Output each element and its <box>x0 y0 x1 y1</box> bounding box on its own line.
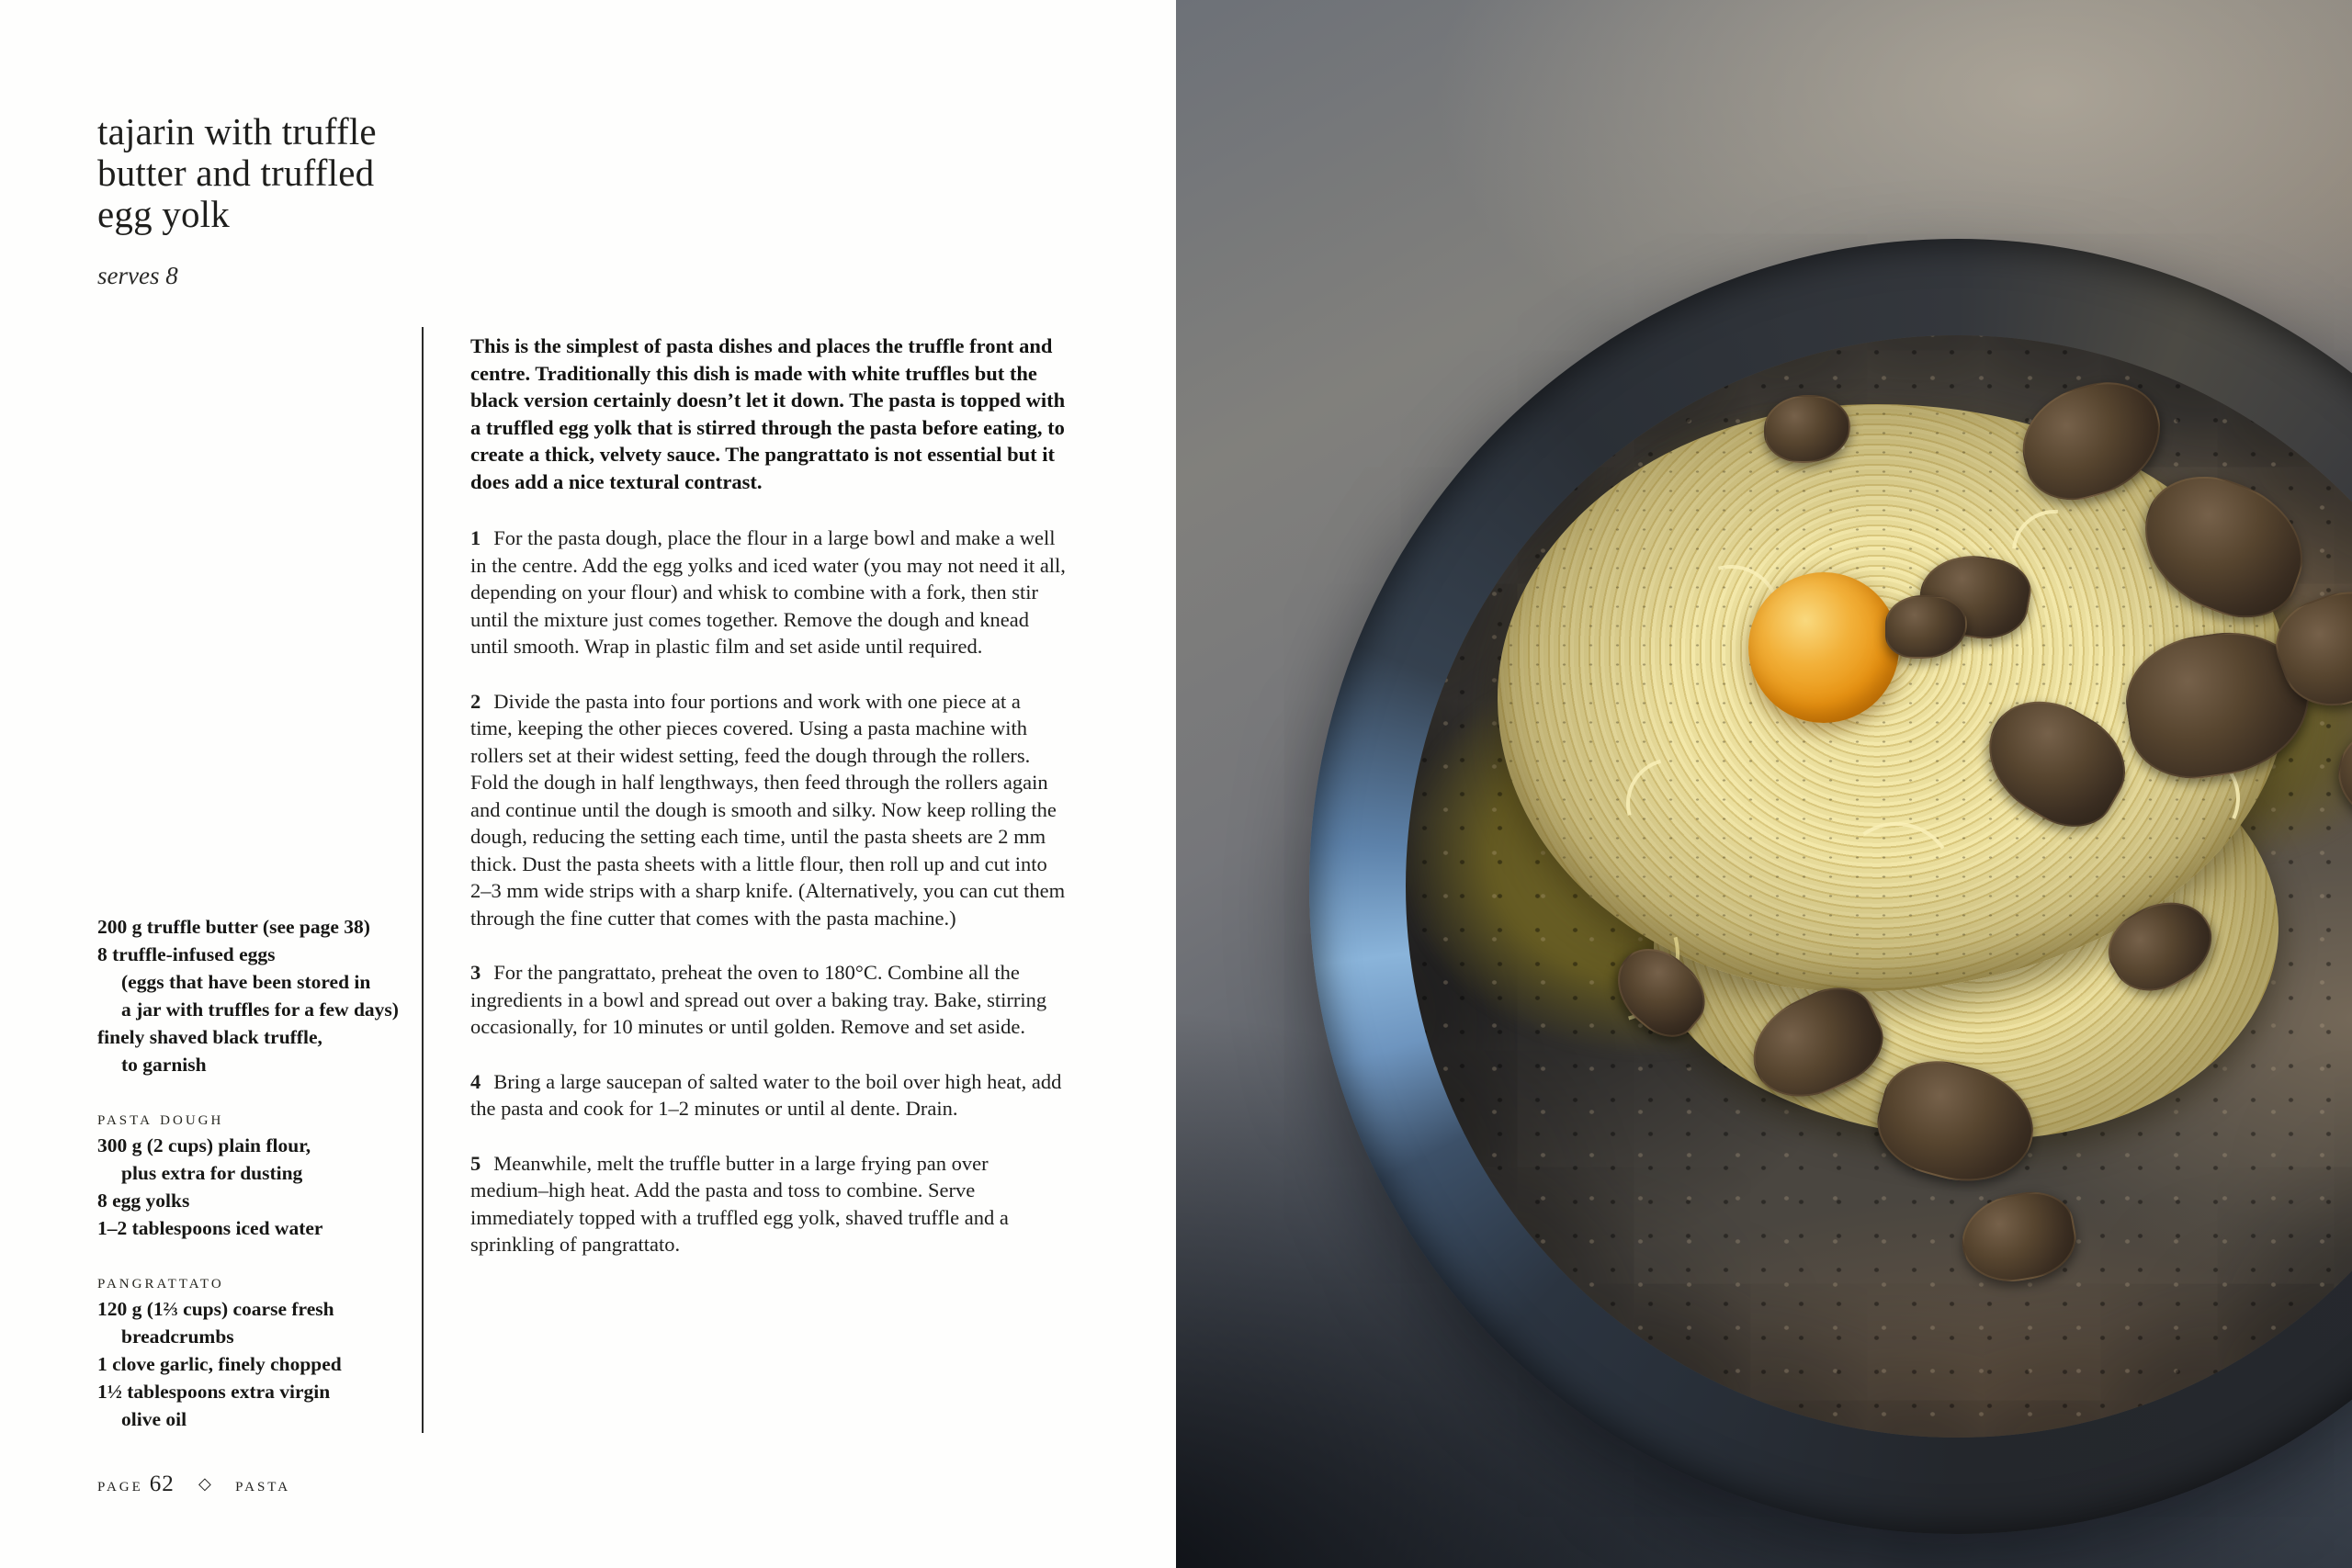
ingredient-group <box>97 1268 439 1433</box>
step-number: 5 <box>470 1151 481 1175</box>
ingredient-line: 1–2 tablespoons iced water <box>97 1217 323 1239</box>
egg-yolk <box>1748 572 1899 723</box>
ingredient-line: 200 g truffle butter (see page 38) <box>97 916 370 938</box>
ingredient-line: olive oil <box>121 1408 187 1430</box>
method-step <box>470 525 1068 660</box>
ingredient-line: to garnish <box>121 1054 207 1076</box>
ingredient-line: (eggs that have been stored in <box>121 971 371 993</box>
step-number: 2 <box>470 689 481 713</box>
method-step <box>470 688 1068 932</box>
method-step <box>470 1150 1068 1258</box>
step-number: 3 <box>470 961 481 984</box>
ingredient-line: 1½ tablespoons extra virgin <box>97 1381 331 1403</box>
page-number-label: page <box>97 1473 143 1495</box>
method-step <box>470 959 1068 1041</box>
step-number: 1 <box>470 526 481 549</box>
recipe-title-line: tajarin with truffle <box>97 110 377 153</box>
ingredient-line: 8 truffle-infused eggs <box>97 943 276 965</box>
step-text: Divide the pasta into four portions and work with one piece at a time, keeping the other pieces covered. Using a pasta machine with rollers set at their widest setting, feed the dough through the rollers. Fold the dough in half lengthways, then feed through the rollers again and continue until the dough is smooth and silky. Now keep rolling the dough, reducing the setting each time, until the pasta sheets are 2 mm thick. Dust the pasta sheets with a little flour, then roll up and cut into 2–3 mm wide strips with a sharp knife. (Alternatively, you can cut them through the fine cutter that comes with the pasta machine.) <box>470 689 1066 930</box>
truffle-shaving <box>2329 714 2352 837</box>
truffle-shaving <box>1955 1185 2082 1290</box>
ingredient-line: breadcrumbs <box>121 1325 234 1348</box>
method-steps <box>470 525 1068 1258</box>
page-number: 62 <box>149 1472 175 1496</box>
ingredients-list <box>97 913 439 1459</box>
ingredient-group <box>97 1104 439 1242</box>
section-label: pasta <box>235 1473 291 1495</box>
ingredient-line: 120 g (1⅔ cups) coarse fresh <box>97 1298 334 1320</box>
step-text: Bring a large saucepan of salted water to the boil over high heat, add the pasta and cook for 1–2 minutes or until al dente. Drain. <box>470 1069 1062 1120</box>
step-text: For the pasta dough, place the flour in a large bowl and make a well in the centre. Add the egg yolks and iced water (you may not need it all, depending on your flour) and whisk to combine with a fork, then stir until the mixture just comes together. Remove the dough and knead until smooth. Wrap in plastic film and set aside until required. <box>470 526 1066 658</box>
step-number: 4 <box>470 1069 481 1093</box>
recipe-title-line: butter and truffled <box>97 152 375 195</box>
ingredient-line: finely shaved black truffle, <box>97 1026 322 1048</box>
recipe-title <box>97 111 377 235</box>
diamond-icon: ◇ <box>198 1474 211 1493</box>
page-footer <box>97 1472 290 1497</box>
serves-note: serves 8 <box>97 262 178 289</box>
ingredient-group <box>97 913 439 1078</box>
ingredient-line: plus extra for dusting <box>121 1162 303 1184</box>
step-text: For the pangrattato, preheat the oven to 180°C. Combine all the ingredients in a bowl and spread out over a baking tray. Bake, stirring occasionally, for 10 minutes or until golden. Remove and set aside. <box>470 961 1047 1038</box>
recipe-photo <box>1176 0 2352 1568</box>
pan-interior <box>1406 335 2352 1438</box>
ingredient-line: 8 egg yolks <box>97 1190 190 1212</box>
ingredient-line: a jar with truffles for a few days) <box>121 998 399 1021</box>
recipe-title-line: egg yolk <box>97 193 230 236</box>
method-column <box>470 333 1068 1286</box>
ingredient-group-heading: pasta dough <box>97 1107 224 1129</box>
recipe-intro: This is the simplest of pasta dishes and places the truffle front and centre. Traditionally this dish is made with white truffles but the black version certainly doesn’t let it down. The pasta is topped with a truffled egg yolk that is stirred through the pasta before eating, to create a thick, velvety sauce. The pangrattato is not essential but it does add a nice textural contrast. <box>470 334 1066 493</box>
method-step <box>470 1068 1068 1122</box>
ingredient-line: 1 clove garlic, finely chopped <box>97 1353 342 1375</box>
ingredient-line: 300 g (2 cups) plain flour, <box>97 1134 311 1156</box>
ingredient-group-heading: pangrattato <box>97 1270 224 1292</box>
step-text: Meanwhile, melt the truffle butter in a large frying pan over medium–high heat. Add the pasta and toss to combine. Serve immediately topped with a truffled egg yolk, shaved truffle and a sprinkling of pangrattato. <box>470 1151 1009 1256</box>
